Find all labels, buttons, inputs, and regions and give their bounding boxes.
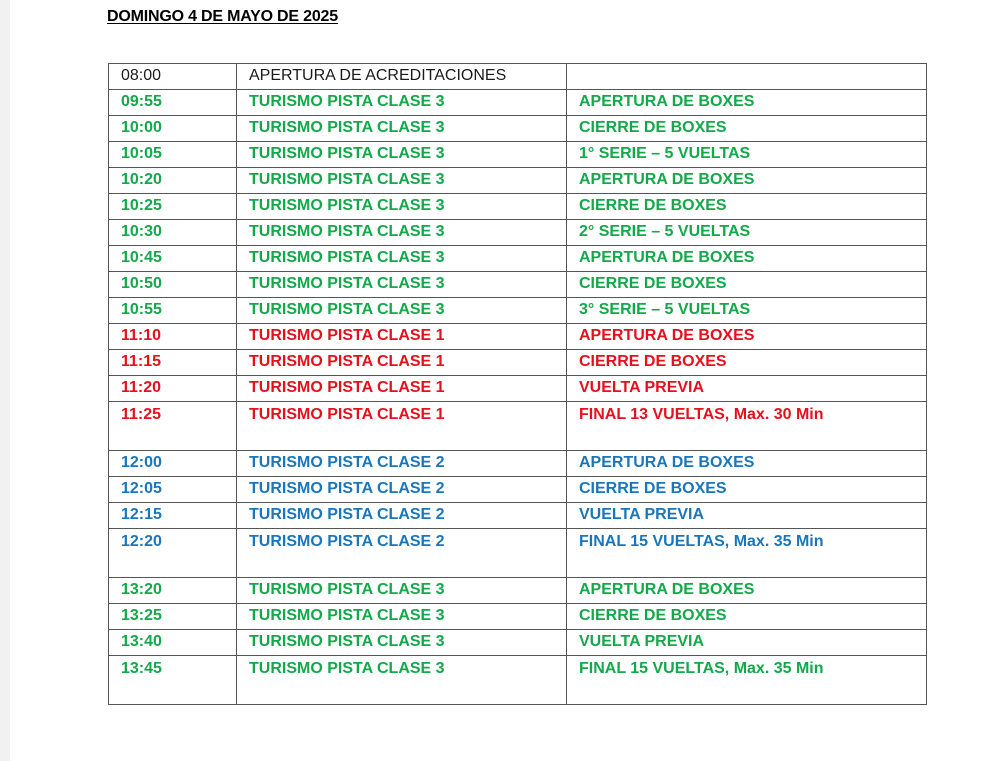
activity-cell: 3° SERIE – 5 VUELTAS xyxy=(567,298,927,324)
activity-cell: APERTURA DE BOXES xyxy=(567,578,927,604)
activity-cell: FINAL 13 VUELTAS, Max. 30 Min xyxy=(567,402,927,451)
category-cell: TURISMO PISTA CLASE 3 xyxy=(237,90,567,116)
activity-cell: APERTURA DE BOXES xyxy=(567,168,927,194)
page-title: DOMINGO 4 DE MAYO DE 2025 xyxy=(107,8,338,25)
category-cell: TURISMO PISTA CLASE 3 xyxy=(237,656,567,705)
schedule-body xyxy=(109,64,927,705)
time-cell: 12:15 xyxy=(109,503,237,529)
time-cell: 10:55 xyxy=(109,298,237,324)
category-cell: TURISMO PISTA CLASE 1 xyxy=(237,350,567,376)
time-cell: 10:30 xyxy=(109,220,237,246)
category-cell: TURISMO PISTA CLASE 3 xyxy=(237,142,567,168)
activity-cell: 1° SERIE – 5 VUELTAS xyxy=(567,142,927,168)
time-cell: 13:20 xyxy=(109,578,237,604)
table-row xyxy=(109,246,927,272)
time-cell: 13:45 xyxy=(109,656,237,705)
time-cell: 11:20 xyxy=(109,376,237,402)
time-cell: 10:25 xyxy=(109,194,237,220)
time-cell: 10:00 xyxy=(109,116,237,142)
time-cell: 09:55 xyxy=(109,90,237,116)
table-row xyxy=(109,350,927,376)
activity-cell: CIERRE DE BOXES xyxy=(567,194,927,220)
category-cell: TURISMO PISTA CLASE 2 xyxy=(237,477,567,503)
activity-cell: APERTURA DE BOXES xyxy=(567,246,927,272)
table-row xyxy=(109,64,927,90)
time-cell: 08:00 xyxy=(109,64,237,90)
table-row xyxy=(109,402,927,451)
time-cell: 11:10 xyxy=(109,324,237,350)
table-row xyxy=(109,116,927,142)
time-cell: 13:40 xyxy=(109,630,237,656)
category-cell: TURISMO PISTA CLASE 3 xyxy=(237,298,567,324)
category-cell: TURISMO PISTA CLASE 3 xyxy=(237,220,567,246)
activity-cell: APERTURA DE BOXES xyxy=(567,324,927,350)
activity-cell: VUELTA PREVIA xyxy=(567,630,927,656)
activity-cell: CIERRE DE BOXES xyxy=(567,477,927,503)
activity-cell: VUELTA PREVIA xyxy=(567,503,927,529)
time-cell: 13:25 xyxy=(109,604,237,630)
table-row xyxy=(109,503,927,529)
table-row xyxy=(109,529,927,578)
category-cell: TURISMO PISTA CLASE 3 xyxy=(237,578,567,604)
category-cell: TURISMO PISTA CLASE 3 xyxy=(237,272,567,298)
category-cell: TURISMO PISTA CLASE 3 xyxy=(237,604,567,630)
activity-cell: CIERRE DE BOXES xyxy=(567,350,927,376)
schedule-table xyxy=(108,63,927,705)
category-cell: TURISMO PISTA CLASE 1 xyxy=(237,324,567,350)
table-row xyxy=(109,90,927,116)
table-row xyxy=(109,194,927,220)
table-row xyxy=(109,578,927,604)
activity-cell: FINAL 15 VUELTAS, Max. 35 Min xyxy=(567,656,927,705)
activity-cell: FINAL 15 VUELTAS, Max. 35 Min xyxy=(567,529,927,578)
table-row xyxy=(109,298,927,324)
table-row xyxy=(109,220,927,246)
table-row xyxy=(109,451,927,477)
table-row xyxy=(109,630,927,656)
activity-cell: CIERRE DE BOXES xyxy=(567,604,927,630)
category-cell: TURISMO PISTA CLASE 3 xyxy=(237,168,567,194)
time-cell: 10:20 xyxy=(109,168,237,194)
category-cell: TURISMO PISTA CLASE 2 xyxy=(237,451,567,477)
category-cell: APERTURA DE ACREDITACIONES xyxy=(237,64,567,90)
activity-cell xyxy=(567,64,927,90)
category-cell: TURISMO PISTA CLASE 3 xyxy=(237,246,567,272)
activity-cell: CIERRE DE BOXES xyxy=(567,272,927,298)
table-row xyxy=(109,376,927,402)
time-cell: 12:00 xyxy=(109,451,237,477)
table-row xyxy=(109,272,927,298)
activity-cell: APERTURA DE BOXES xyxy=(567,90,927,116)
category-cell: TURISMO PISTA CLASE 1 xyxy=(237,376,567,402)
time-cell: 11:25 xyxy=(109,402,237,451)
time-cell: 12:20 xyxy=(109,529,237,578)
time-cell: 10:05 xyxy=(109,142,237,168)
activity-cell: APERTURA DE BOXES xyxy=(567,451,927,477)
time-cell: 11:15 xyxy=(109,350,237,376)
time-cell: 12:05 xyxy=(109,477,237,503)
table-row xyxy=(109,604,927,630)
activity-cell: CIERRE DE BOXES xyxy=(567,116,927,142)
table-row xyxy=(109,477,927,503)
activity-cell: 2° SERIE – 5 VUELTAS xyxy=(567,220,927,246)
table-row xyxy=(109,656,927,705)
category-cell: TURISMO PISTA CLASE 3 xyxy=(237,194,567,220)
table-row xyxy=(109,168,927,194)
category-cell: TURISMO PISTA CLASE 2 xyxy=(237,529,567,578)
table-row xyxy=(109,324,927,350)
activity-cell: VUELTA PREVIA xyxy=(567,376,927,402)
category-cell: TURISMO PISTA CLASE 3 xyxy=(237,116,567,142)
category-cell: TURISMO PISTA CLASE 3 xyxy=(237,630,567,656)
category-cell: TURISMO PISTA CLASE 2 xyxy=(237,503,567,529)
time-cell: 10:45 xyxy=(109,246,237,272)
category-cell: TURISMO PISTA CLASE 1 xyxy=(237,402,567,451)
time-cell: 10:50 xyxy=(109,272,237,298)
table-row xyxy=(109,142,927,168)
document-page xyxy=(10,0,1005,761)
